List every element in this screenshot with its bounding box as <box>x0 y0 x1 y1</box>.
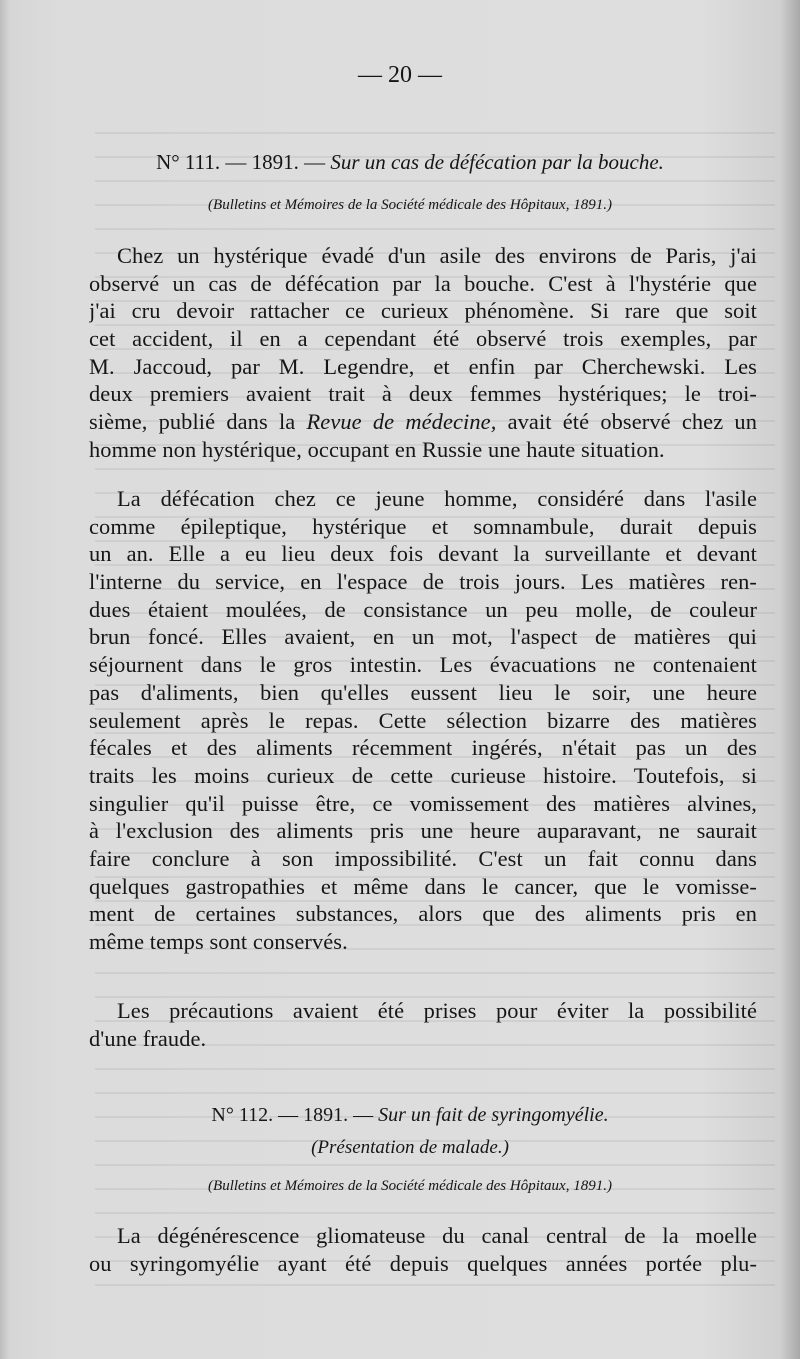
text-line: brun foncé. Elles avaient, en un mot, l'aspect de matières qui <box>89 624 757 650</box>
entry-112-number: N° 112. — 1891. — <box>211 1104 379 1126</box>
entry-112-title: Sur un fait de syringomyélie. <box>378 1104 609 1126</box>
entry-111-heading <box>80 150 740 175</box>
text-line: fécales et des aliments récemment ingérés, n'était pas un des <box>89 735 757 761</box>
entry-112-subtitle: (Présentation de malade.) <box>311 1137 509 1158</box>
entry-111-title: Sur un cas de défécation par la bouche. <box>330 150 664 174</box>
text-line: Chez un hystérique évadé d'un asile des environs de Paris, j'ai <box>117 243 757 268</box>
entry-111-paragraph-3 <box>89 997 757 1052</box>
text-line: j'ai cru devoir rattacher ce curieux phénomène. Si rare que soit <box>89 298 757 324</box>
text-line: observé un cas de défécation par la bouche. C'est à l'hystérie que <box>89 270 757 296</box>
text-line: Les précautions avaient été prises pour éviter la possibilité <box>117 998 757 1023</box>
text-line: singulier qu'il puisse être, ce vomissement des matières alvines, <box>89 790 757 816</box>
text-line: homme non hystérique, occupant en Russie une haute situation. <box>89 436 665 462</box>
journal-title: Revue de médecine, <box>306 409 497 435</box>
entry-112-paragraph-1 <box>89 1222 757 1277</box>
text-line: séjournent dans le gros intestin. Les évacuations ne contenaient <box>89 652 757 678</box>
text-line-with-journal <box>89 408 757 436</box>
text-line: seulement après le repas. Cette sélection bizarre des matières <box>89 707 757 733</box>
text-line: ou syringomyélie ayant été depuis quelques années portée plu- <box>89 1250 757 1276</box>
text-line: faire conclure à son impossibilité. C'est un fait connu dans <box>89 845 757 871</box>
text-line: La défécation chez ce jeune homme, considéré dans l'asile <box>117 486 757 511</box>
entry-111-paragraph-2 <box>89 485 757 956</box>
text-line: comme épileptique, hystérique et somnambule, durait depuis <box>89 513 757 539</box>
text-line: M. Jaccoud, par M. Legendre, et enfin par Cherchewski. Les <box>89 353 757 379</box>
text-line: ment de certaines substances, alors que des aliments pris en <box>89 901 757 927</box>
text-line: à l'exclusion des aliments pris une heure auparavant, ne saurait <box>89 818 757 844</box>
text-line: même temps sont conservés. <box>89 929 348 954</box>
text-line: l'interne du service, en l'espace de trois jours. Les matières ren- <box>89 569 757 595</box>
entry-112-source: (Bulletins et Mémoires de la Société médicale des Hôpitaux, 1891.) <box>208 1178 612 1194</box>
text-line: deux premiers avaient trait à deux femmes hystériques; le troi- <box>89 381 757 407</box>
entry-111-paragraph-1 <box>89 242 757 464</box>
text-line: quelques gastropathies et même dans le cancer, que le vomisse- <box>89 873 757 899</box>
entry-111-source: (Bulletins et Mémoires de la Société médicale des Hôpitaux, 1891.) <box>208 197 612 213</box>
entry-112-heading <box>80 1104 740 1127</box>
text-fragment: sième, publié dans la <box>89 409 296 435</box>
text-line: un an. Elle a eu lieu deux fois devant la surveillante et devant <box>89 541 757 567</box>
text-line: dues étaient moulées, de consistance un peu molle, de couleur <box>89 596 757 622</box>
text-line: traits les moins curieux de cette curieuse histoire. Toutefois, si <box>89 762 757 788</box>
text-line: d'une fraude. <box>89 1025 207 1051</box>
entry-111-number: N° 111. — 1891. — <box>156 150 331 174</box>
text-line: La dégénérescence gliomateuse du canal central de la moelle <box>117 1223 757 1248</box>
text-fragment: avait été observé chez un <box>496 409 757 435</box>
text-line: cet accident, il en a cependant été observé trois exemples, par <box>89 326 757 352</box>
page-number: — 20 — <box>358 62 442 88</box>
text-line: pas d'aliments, bien qu'elles eussent lieu le soir, une heure <box>89 679 757 705</box>
